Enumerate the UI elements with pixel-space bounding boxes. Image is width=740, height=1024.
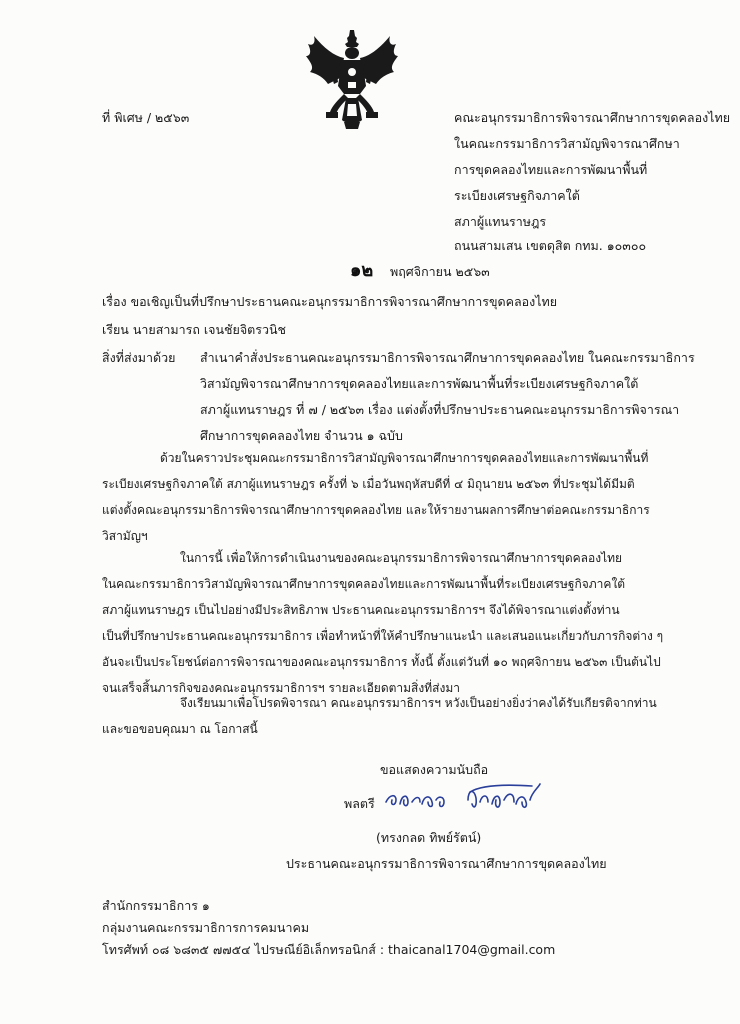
enclosure-text [200,345,695,449]
enclosure-line: สภาผู้แทนราษฎร ที่ ๗ / ๒๕๖๓ เรื่อง แต่งตั้งที่ปรึกษาประธานคณะอนุกรรมาธิการพิจารณา [200,402,680,417]
paragraph-line: จนเสร็จสิ้นภารกิจของคณะอนุกรรมาธิการฯ รายละเอียดตามสิ่งที่ส่งมา [102,681,460,695]
body-paragraph-2 [102,545,663,701]
garuda-emblem-icon [304,28,400,130]
signer-name: (ทรงกลด ทิพย์รัตน์) [376,830,482,845]
paragraph-line: วิสามัญฯ [102,529,148,543]
paragraph-line: ระเบียงเศรษฐกิจภาคใต้ สภาผู้แทนราษฎร ครั้งที่ ๖ เมื่อวันพฤหัสบดีที่ ๔ มิถุนายน ๒๕๖๓ ที่ประชุมได้มีมติ [102,477,635,491]
date-month-year: พฤศจิกายน ๒๕๖๓ [390,264,490,279]
date-day: ๑๒ [350,260,374,281]
paragraph-line: จึงเรียนมาเพื่อโปรดพิจารณา คณะอนุกรรมาธิการฯ หวังเป็นอย่างยิ่งว่าคงได้รับเกียรติจากท่าน [180,696,657,710]
sender-line: คณะอนุกรรมาธิการพิจารณาศึกษาการขุดคลองไทย [454,110,731,125]
body-paragraph-3 [102,690,657,742]
sender-line: ถนนสามเสน เขตดุสิต กทม. ๑๐๓๐๐ [454,238,647,253]
sender-line: ในคณะกรรมาธิการวิสามัญพิจารณาศึกษา [454,136,680,151]
paragraph-line: ในคณะกรรมาธิการวิสามัญพิจารณาศึกษาการขุดคลองไทยและการพัฒนาพื้นที่ระเบียงเศรษฐกิจภาคใต้ [102,577,626,591]
handwritten-signature-icon [382,780,552,820]
sender-line: ระเบียงเศรษฐกิจภาคใต้ [454,188,580,203]
paragraph-line: และขอขอบคุณมา ณ โอกาสนี้ [102,722,258,736]
body-paragraph-1 [102,445,650,549]
footer-office: สำนักกรรมาธิการ ๑ [102,898,210,913]
paragraph-line: เป็นที่ปรึกษาประธานคณะอนุกรรมาธิการ เพื่อทำหน้าที่ให้คำปรึกษาแนะนำ และเสนอแนะเกี่ยวกับภารกิจต่าง ๆ [102,629,664,643]
closing: ขอแสดงความนับถือ [380,762,489,777]
salutation: เรียน นายสามารถ เจนชัยจิตรวนิช [102,322,287,337]
paragraph-line: สภาผู้แทนราษฎร เป็นไปอย่างมีประสิทธิภาพ ประธานคณะอนุกรรมาธิการฯ จึงได้พิจารณาแต่งตั้งท่าน [102,603,620,617]
footer-group: กลุ่มงานคณะกรรมาธิการการคมนาคม [102,920,310,935]
enclosure-label: สิ่งที่ส่งมาด้วย [102,350,176,365]
enclosure-line: วิสามัญพิจารณาศึกษาการขุดคลองไทยและการพัฒนาพื้นที่ระเบียงเศรษฐกิจภาคใต้ [200,376,639,391]
enclosure-line: ศึกษาการขุดคลองไทย จำนวน ๑ ฉบับ [200,428,403,443]
paragraph-line: แต่งตั้งคณะอนุกรรมาธิการพิจารณาศึกษาการขุดคลองไทย และให้รายงานผลการศึกษาต่อคณะกรรมาธิการ [102,503,650,517]
subject-line: เรื่อง ขอเชิญเป็นที่ปรึกษาประธานคณะอนุกรรมาธิการพิจารณาศึกษาการขุดคลองไทย [102,294,558,309]
footer-contact: โทรศัพท์ ๐๘ ๖๘๓๕ ๗๗๕๔ ไปรษณีย์อิเล็กทรอนิกส์ : thaicanal1704@gmail.com [102,942,556,957]
sender-line: สภาผู้แทนราษฎร [454,214,547,229]
paragraph-line: ด้วยในคราวประชุมคณะกรรมาธิการวิสามัญพิจารณาศึกษาการขุดคลองไทยและการพัฒนาพื้นที่ [160,451,649,465]
rank: พลตรี [344,796,375,811]
enclosure-line: สำเนาคำสั่งประธานคณะอนุกรรมาธิการพิจารณาศึกษาการขุดคลองไทย ในคณะกรรมาธิการ [200,350,695,365]
paragraph-line: อันจะเป็นประโยชน์ต่อการพิจารณาของคณะอนุกรรมาธิการ ทั้งนี้ ตั้งแต่วันที่ ๑๐ พฤศจิกายน ๒๕๖๓ เป็นต้นไป [102,655,661,669]
signer-title: ประธานคณะอนุกรรมาธิการพิจารณาศึกษาการขุดคลองไทย [286,856,607,871]
sender-line: การขุดคลองไทยและการพัฒนาพื้นที่ [454,162,648,177]
paragraph-line: ในการนี้ เพื่อให้การดำเนินงานของคณะอนุกรรมาธิการพิจารณาศึกษาการขุดคลองไทย [180,551,623,565]
reference-number: ที่ พิเศษ / ๒๕๖๓ [102,110,190,125]
